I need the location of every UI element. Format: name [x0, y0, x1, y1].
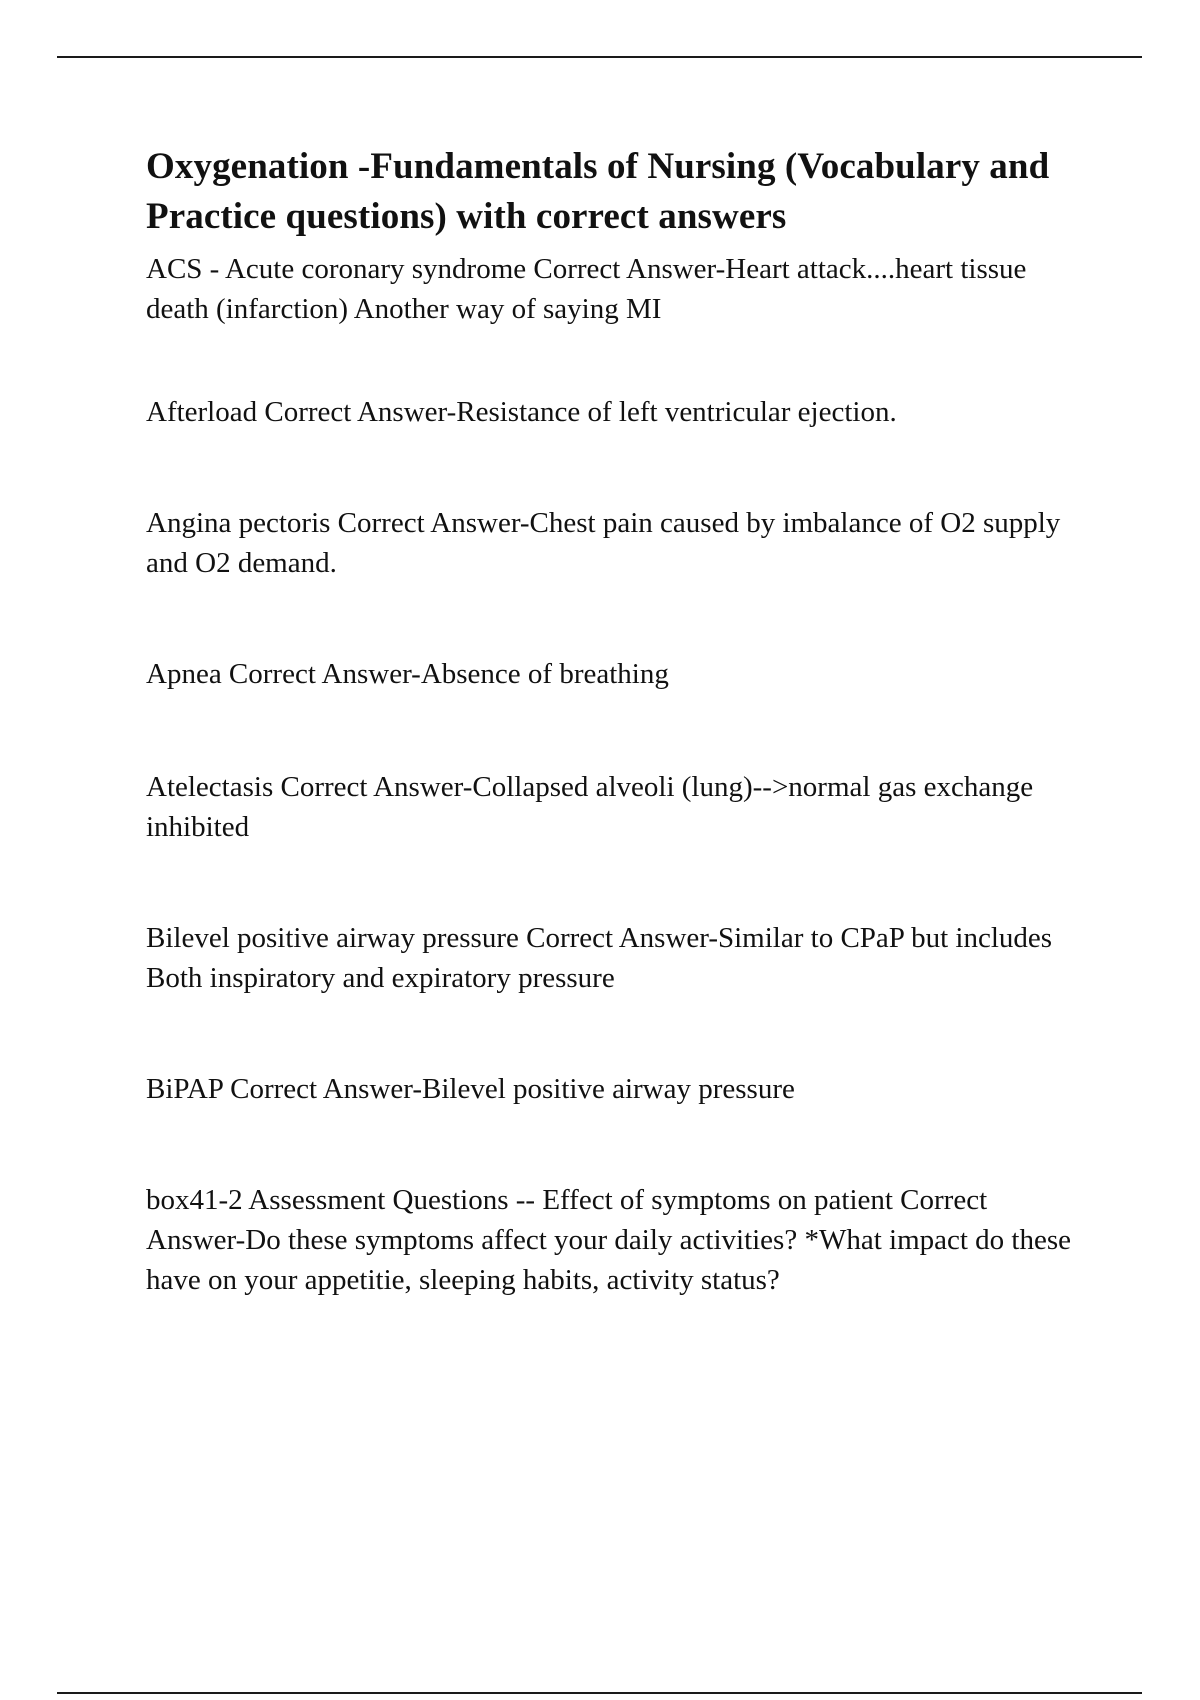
document-body — [146, 142, 1091, 1300]
list-item: Atelectasis Correct Answer-Collapsed alveoli (lung)-->normal gas exchange inhibited — [146, 771, 1034, 843]
bottom-rule — [57, 1692, 1142, 1694]
list-item: Angina pectoris Correct Answer-Chest pain caused by imbalance of O2 supply and O2 demand. — [146, 507, 1061, 579]
list-item: Bilevel positive airway pressure Correct Answer-Similar to CPaP but includes Both inspiratory and expiratory pressure — [146, 922, 1053, 994]
list-item: ACS - Acute coronary syndrome Correct Answer-Heart attack....heart tissue death (infarction) Another way of saying MI — [146, 253, 1027, 325]
vocabulary-list — [146, 249, 1091, 1300]
list-item: Afterload Correct Answer-Resistance of left ventricular ejection. — [146, 396, 897, 428]
list-item: BiPAP Correct Answer-Bilevel positive airway pressure — [146, 1073, 795, 1105]
document-title: Oxygenation -Fundamentals of Nursing (Vocabulary and Practice questions) with correct answers — [146, 146, 1050, 237]
top-rule — [57, 56, 1142, 58]
list-item: Apnea Correct Answer-Absence of breathing — [146, 658, 669, 690]
list-item: box41-2 Assessment Questions -- Effect of symptoms on patient Correct Answer-Do these symptoms affect your daily activities? *What impact do these have on your appetitie, sleeping habits, activity status? — [146, 1184, 1072, 1296]
